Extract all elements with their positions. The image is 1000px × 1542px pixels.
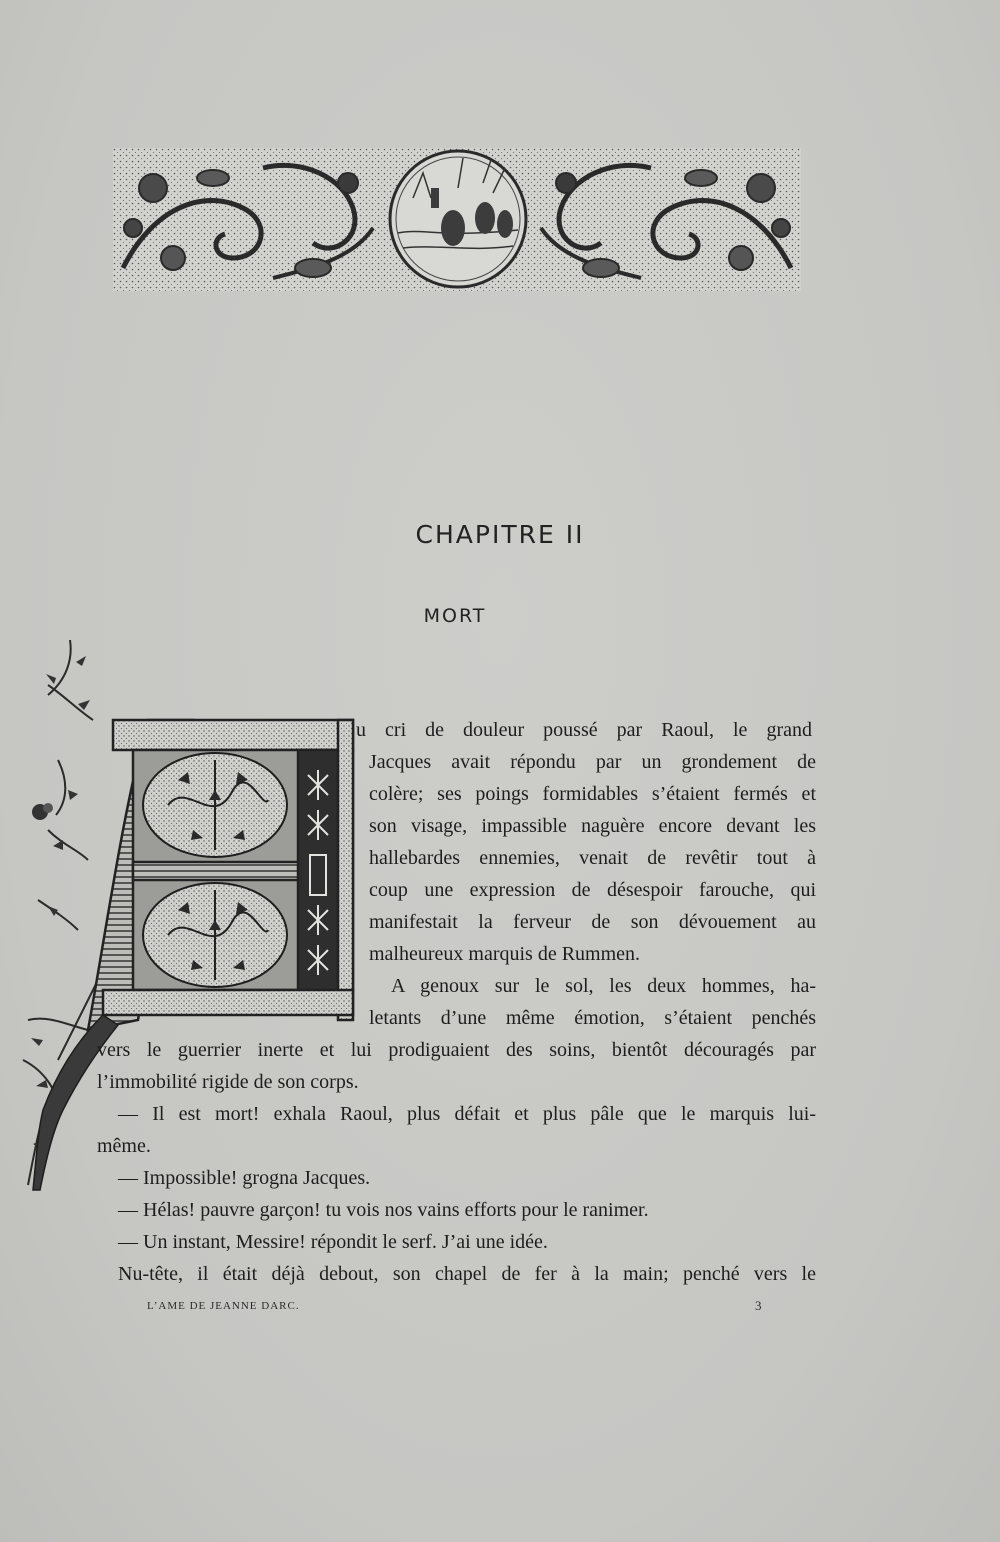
text-line: A genoux sur le sol, les deux hommes, ha-: [391, 975, 816, 997]
chapter-subtitle: MORT: [423, 605, 487, 627]
text-line: colère; ses poings formidables s’étaient fermés et: [369, 783, 816, 805]
text-line: malheureux marquis de Rummen.: [369, 943, 641, 965]
running-title: L’AME DE JEANNE DARC.: [147, 1300, 300, 1312]
chapter-title: CHAPITRE II: [415, 520, 585, 549]
text-line: même.: [97, 1135, 151, 1157]
ornament-band-illustration: [113, 148, 801, 291]
text-line: son visage, impassible naguère encore devant les: [369, 815, 816, 837]
text-line: Jacques avait répondu par un grondement de: [369, 751, 816, 773]
text-line: vers le guerrier inerte et lui prodiguaient des soins, bientôt découragés par: [97, 1039, 816, 1061]
text-line: letants d’une même émotion, s’étaient penchés: [369, 1007, 816, 1029]
text-line: — Il est mort! exhala Raoul, plus défait et plus pâle que le marquis lui-: [118, 1103, 816, 1125]
page-number: 3: [755, 1298, 762, 1313]
text-line: l’immobilité rigide de son corps.: [97, 1071, 359, 1093]
text-line: — Un instant, Messire! répondit le serf. J’ai une idée.: [118, 1231, 548, 1253]
text-line: coup une expression de désespoir farouche, qui: [369, 879, 816, 901]
text-line: u cri de douleur poussé par Raoul, le grand: [356, 719, 812, 741]
text-line: manifestait la ferveur de son dévouement au: [369, 911, 816, 933]
text-line: Nu-tête, il était déjà debout, son chapel de fer à la main; penché vers le: [118, 1263, 816, 1285]
text-line: — Hélas! pauvre garçon! tu vois nos vains efforts pour le ranimer.: [118, 1199, 649, 1221]
text-line: — Impossible! grogna Jacques.: [118, 1167, 371, 1189]
header-ornament: [113, 148, 801, 291]
text-line: hallebardes ennemies, venait de revêtir tout à: [369, 847, 816, 869]
